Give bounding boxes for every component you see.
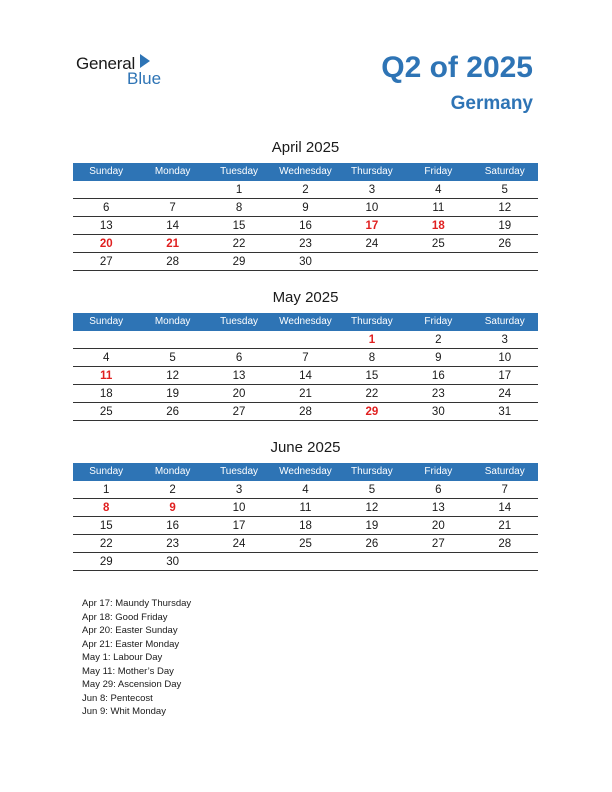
holiday-day-cell: 17 bbox=[365, 220, 379, 232]
week-row bbox=[73, 517, 538, 535]
day-cell: 6 bbox=[435, 484, 442, 496]
day-cell: 28 bbox=[166, 256, 180, 268]
day-cell: 28 bbox=[498, 538, 512, 550]
day-cell: 14 bbox=[299, 370, 312, 382]
weekday-header-saturday: Saturday bbox=[484, 316, 525, 327]
day-cell: 9 bbox=[302, 202, 309, 214]
day-cell: 19 bbox=[166, 388, 180, 400]
day-cell: 27 bbox=[431, 538, 445, 550]
day-cell: 5 bbox=[169, 352, 176, 364]
weekday-header-friday: Friday bbox=[424, 166, 453, 177]
day-cell: 20 bbox=[232, 388, 246, 400]
day-cell: 30 bbox=[166, 556, 180, 568]
empty-day-cell bbox=[405, 253, 471, 270]
empty-day-cell bbox=[339, 253, 405, 270]
month-calendar-may bbox=[73, 289, 538, 421]
weekday-header-row bbox=[73, 313, 538, 331]
holiday-list-item: Jun 8: Pentecost bbox=[82, 692, 153, 704]
week-row bbox=[73, 385, 538, 403]
week-row bbox=[73, 553, 538, 571]
month-title: June 2025 bbox=[270, 439, 341, 456]
day-cell: 4 bbox=[302, 484, 309, 496]
day-cell: 14 bbox=[166, 220, 180, 232]
day-cell: 7 bbox=[302, 352, 309, 364]
holiday-day-cell: 21 bbox=[166, 238, 180, 250]
day-cell: 13 bbox=[99, 220, 113, 232]
weekday-header-monday: Monday bbox=[154, 316, 191, 327]
logo-word-blue: Blue bbox=[127, 69, 162, 88]
holiday-day-cell: 1 bbox=[368, 334, 376, 346]
week-row bbox=[73, 253, 538, 271]
holiday-list bbox=[82, 597, 191, 719]
holiday-list-item: Apr 21: Easter Monday bbox=[82, 638, 180, 650]
day-cell: 2 bbox=[169, 484, 176, 496]
day-cell: 7 bbox=[169, 202, 176, 214]
empty-day-cell bbox=[206, 553, 272, 570]
month-calendar-april bbox=[73, 139, 538, 271]
week-row bbox=[73, 217, 538, 235]
day-cell: 10 bbox=[498, 352, 512, 364]
weekday-header-friday: Friday bbox=[424, 466, 453, 477]
week-row bbox=[73, 535, 538, 553]
day-cell: 22 bbox=[365, 388, 379, 400]
day-cell: 25 bbox=[299, 538, 312, 550]
day-cell: 30 bbox=[431, 406, 445, 418]
empty-day-cell bbox=[73, 181, 139, 198]
week-row bbox=[73, 481, 538, 499]
day-cell: 26 bbox=[166, 406, 180, 418]
weekday-header-saturday: Saturday bbox=[484, 466, 525, 477]
day-cell: 25 bbox=[431, 238, 445, 250]
holiday-list-item: Apr 18: Good Friday bbox=[82, 611, 168, 623]
day-cell: 21 bbox=[299, 388, 312, 400]
month-title: May 2025 bbox=[272, 289, 339, 306]
day-cell: 10 bbox=[365, 202, 379, 214]
weekday-header-tuesday: Tuesday bbox=[220, 466, 259, 477]
day-cell: 18 bbox=[99, 388, 113, 400]
day-cell: 24 bbox=[498, 388, 512, 400]
holiday-day-cell: 11 bbox=[100, 370, 113, 382]
week-row bbox=[73, 403, 538, 421]
day-cell: 29 bbox=[232, 256, 246, 268]
day-cell: 8 bbox=[368, 352, 376, 364]
day-cell: 28 bbox=[299, 406, 312, 418]
logo-triangle-icon bbox=[140, 54, 150, 68]
holiday-list-item: May 11: Mother’s Day bbox=[82, 665, 174, 677]
weekday-header-row bbox=[73, 463, 538, 481]
day-cell: 22 bbox=[232, 238, 246, 250]
weekday-header-wednesday: Wednesday bbox=[279, 466, 332, 477]
day-cell: 17 bbox=[498, 370, 512, 382]
day-cell: 16 bbox=[166, 520, 180, 532]
day-cell: 29 bbox=[99, 556, 113, 568]
country-subtitle: Germany bbox=[450, 93, 533, 114]
day-cell: 18 bbox=[299, 520, 312, 532]
day-cell: 12 bbox=[365, 502, 379, 514]
empty-day-cell bbox=[339, 553, 405, 570]
holiday-list-item: May 1: Labour Day bbox=[82, 652, 163, 663]
day-cell: 3 bbox=[501, 334, 508, 346]
day-cell: 13 bbox=[232, 370, 246, 382]
holiday-list-item: May 29: Ascension Day bbox=[82, 679, 182, 690]
day-cell: 14 bbox=[498, 502, 512, 514]
logo bbox=[76, 50, 186, 90]
weekday-header-monday: Monday bbox=[154, 466, 191, 477]
day-cell: 16 bbox=[431, 370, 445, 382]
day-cell: 23 bbox=[299, 238, 312, 250]
empty-day-cell bbox=[405, 553, 471, 570]
holiday-day-cell: 20 bbox=[99, 238, 113, 250]
weekday-header-saturday: Saturday bbox=[484, 166, 525, 177]
day-cell: 26 bbox=[498, 238, 512, 250]
day-cell: 19 bbox=[498, 220, 512, 232]
holiday-day-cell: 29 bbox=[365, 406, 379, 418]
month-title: April 2025 bbox=[271, 139, 340, 156]
day-cell: 5 bbox=[501, 184, 508, 196]
weekday-header-tuesday: Tuesday bbox=[220, 316, 259, 327]
weekday-header-thursday: Thursday bbox=[351, 316, 393, 327]
day-cell: 27 bbox=[232, 406, 246, 418]
week-row bbox=[73, 331, 538, 349]
day-cell: 4 bbox=[103, 352, 110, 364]
weekday-header-thursday: Thursday bbox=[351, 466, 393, 477]
day-cell: 26 bbox=[365, 538, 379, 550]
holiday-list-item: Apr 20: Easter Sunday bbox=[82, 625, 178, 636]
day-cell: 1 bbox=[235, 184, 243, 196]
day-cell: 2 bbox=[435, 334, 442, 346]
empty-day-cell bbox=[206, 331, 272, 348]
day-cell: 25 bbox=[99, 406, 113, 418]
day-cell: 3 bbox=[235, 484, 243, 496]
holiday-day-cell: 8 bbox=[103, 502, 110, 514]
day-cell: 6 bbox=[103, 202, 110, 214]
day-cell: 15 bbox=[99, 520, 113, 532]
day-cell: 22 bbox=[99, 538, 113, 550]
day-cell: 6 bbox=[235, 352, 243, 364]
week-row bbox=[73, 367, 538, 385]
weekday-header-sunday: Sunday bbox=[89, 166, 124, 177]
weekday-header-sunday: Sunday bbox=[89, 466, 124, 477]
empty-day-cell bbox=[272, 331, 338, 348]
empty-day-cell bbox=[272, 553, 338, 570]
day-cell: 8 bbox=[235, 202, 243, 214]
day-cell: 3 bbox=[368, 184, 376, 196]
holiday-day-cell: 9 bbox=[169, 502, 176, 514]
day-cell: 12 bbox=[166, 370, 180, 382]
day-cell: 12 bbox=[498, 202, 512, 214]
week-row bbox=[73, 235, 538, 253]
holiday-list-item: Apr 17: Maundy Thursday bbox=[82, 598, 192, 609]
logo-word-general: General bbox=[76, 54, 136, 73]
weekday-header-wednesday: Wednesday bbox=[279, 166, 332, 177]
weekday-header-wednesday: Wednesday bbox=[279, 316, 332, 327]
day-cell: 13 bbox=[431, 502, 445, 514]
empty-day-cell bbox=[73, 331, 139, 348]
day-cell: 30 bbox=[299, 256, 312, 268]
empty-day-cell bbox=[472, 253, 538, 270]
week-row bbox=[73, 199, 538, 217]
empty-day-cell bbox=[139, 331, 205, 348]
day-cell: 4 bbox=[435, 184, 442, 196]
day-cell: 24 bbox=[232, 538, 246, 550]
page-title: Q2 of 2025 bbox=[381, 51, 533, 84]
day-cell: 24 bbox=[365, 238, 379, 250]
empty-day-cell bbox=[472, 553, 538, 570]
day-cell: 20 bbox=[431, 520, 445, 532]
day-cell: 7 bbox=[501, 484, 508, 496]
week-row bbox=[73, 499, 538, 517]
day-cell: 1 bbox=[103, 484, 110, 496]
day-cell: 11 bbox=[299, 502, 312, 514]
weekday-header-monday: Monday bbox=[154, 166, 191, 177]
day-cell: 23 bbox=[431, 388, 445, 400]
day-cell: 21 bbox=[498, 520, 512, 532]
day-cell: 16 bbox=[299, 220, 312, 232]
holiday-day-cell: 18 bbox=[431, 220, 445, 232]
day-cell: 10 bbox=[232, 502, 246, 514]
weekday-header-friday: Friday bbox=[424, 316, 453, 327]
day-cell: 2 bbox=[302, 184, 309, 196]
weekday-header-sunday: Sunday bbox=[89, 316, 124, 327]
day-cell: 9 bbox=[435, 352, 442, 364]
weekday-header-row bbox=[73, 163, 538, 181]
month-calendar-june bbox=[73, 439, 538, 571]
holiday-list-item: Jun 9: Whit Monday bbox=[82, 706, 166, 717]
day-cell: 19 bbox=[365, 520, 379, 532]
day-cell: 5 bbox=[368, 484, 376, 496]
day-cell: 23 bbox=[166, 538, 180, 550]
day-cell: 15 bbox=[365, 370, 379, 382]
week-row bbox=[73, 181, 538, 199]
weekday-header-thursday: Thursday bbox=[351, 166, 393, 177]
day-cell: 11 bbox=[432, 202, 445, 214]
weekday-header-tuesday: Tuesday bbox=[220, 166, 259, 177]
empty-day-cell bbox=[139, 181, 205, 198]
week-row bbox=[73, 349, 538, 367]
day-cell: 31 bbox=[498, 406, 512, 418]
day-cell: 27 bbox=[99, 256, 113, 268]
day-cell: 15 bbox=[232, 220, 246, 232]
day-cell: 17 bbox=[232, 520, 246, 532]
